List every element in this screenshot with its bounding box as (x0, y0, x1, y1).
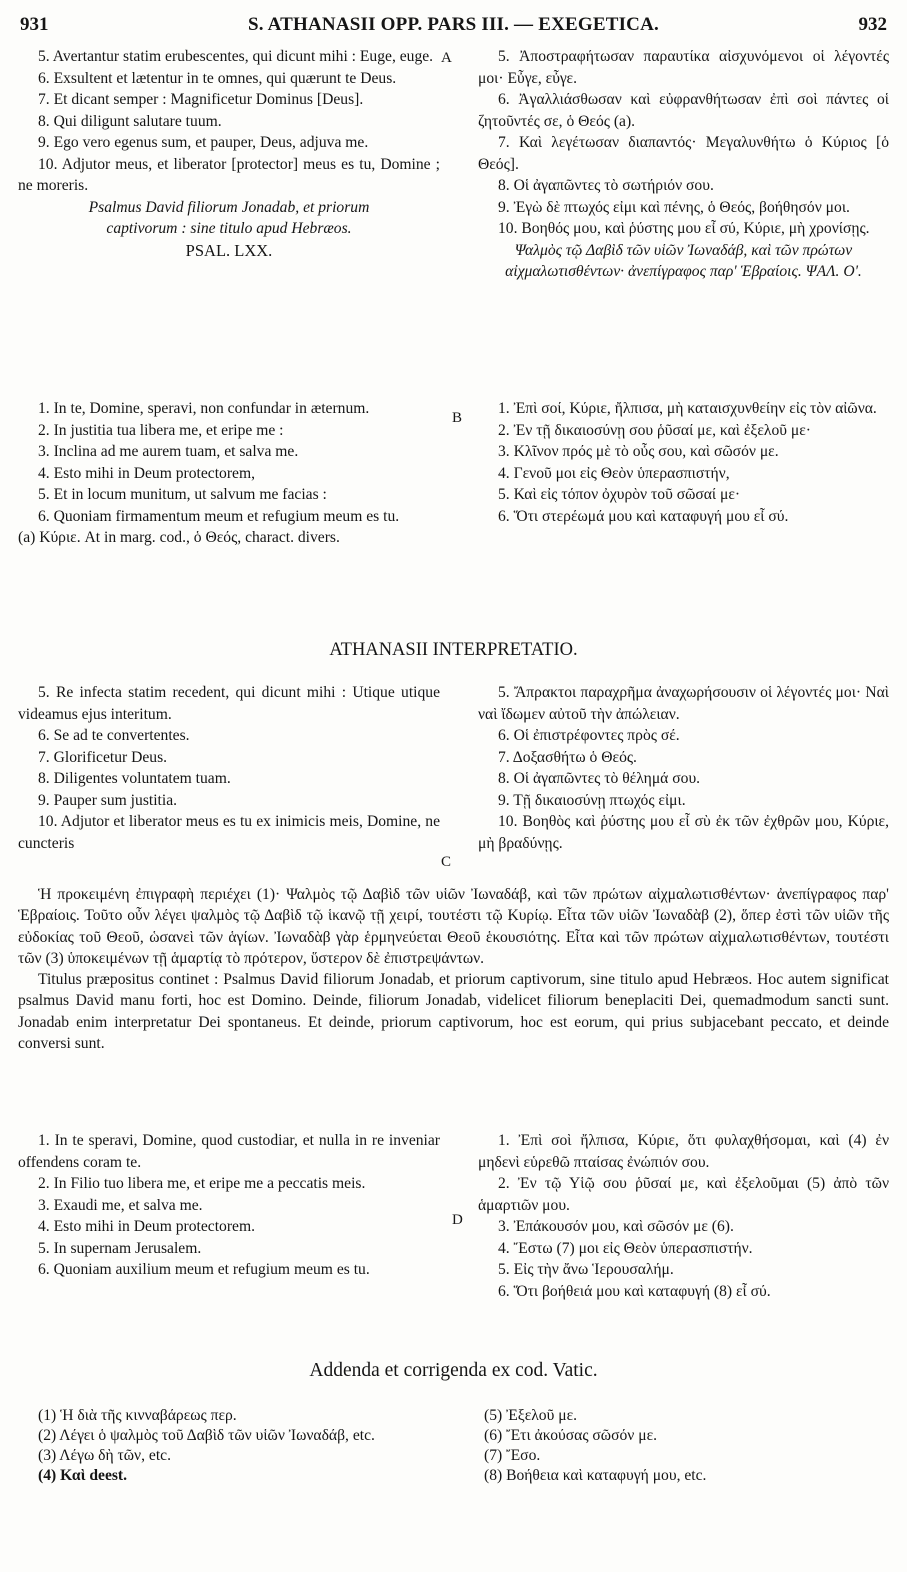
greek-verse: 6. Ὅτι στερέωμά μου καὶ καταφυγή μου εἶ σύ. (498, 507, 789, 525)
latin-psalm-title: captivorum : sine titulo apud Hebræos. (106, 220, 352, 237)
addenda-note: (1) Ἡ διὰ τῆς κινναβάρεως περ. (38, 1407, 237, 1424)
greek-verse: 1. Ἐπὶ σοὶ ἤλπισα, Κύριε, ὅτι φυλαχθήσομαι, καὶ (4) ἐν μηδενὶ εὑρεθῶ πταίσας ἐνώπιόν σου. (478, 1132, 889, 1171)
greek-verse: 10. Βοηθὸς καὶ ῥύστης μου εἶ σὺ ἐκ τῶν ἐχθρῶν μου, Κύριε, μὴ βραδύνῃς. (478, 813, 889, 852)
greek-verse: 2. Ἐν τῷ Υἱῷ σου ῥῦσαί με, καὶ ἐξελοῦμαι (5) ἀπὸ τῶν ἁμαρτιῶν μου. (478, 1175, 889, 1214)
greek-verse: 6. Ἀγαλλιάσθωσαν καὶ εὐφρανθήτωσαν ἐπὶ σοὶ πάντες οἱ ζητοῦντές σε, ὁ Θεός (a). (478, 91, 889, 130)
latin-verse: 3. Inclina ad me aurem tuam, et salva me. (38, 443, 299, 460)
running-header (20, 14, 887, 38)
latin-verse: 6. Quoniam auxilium meum et refugium meum es tu. (38, 1261, 370, 1278)
addenda-right (484, 1406, 884, 1486)
footnote: (a) Κύριε. At in marg. cod., ὁ Θεός, charact. divers. (18, 529, 340, 546)
margin-letter-a: A (441, 50, 452, 66)
latin-verse: 5. Et in locum munitum, ut salvum me facias : (38, 486, 327, 503)
latin-verse: 6. Se ad te convertentes. (38, 727, 190, 744)
right-page-number: 932 (858, 14, 887, 35)
latin-verse: 9. Ego vero egenus sum, et pauper, Deus, adjuva me. (38, 134, 369, 151)
greek-verse: 5. Εἰς τὴν ἄνω Ἱερουσαλήμ. (498, 1261, 674, 1278)
section-title: ATHANASII INTERPRETATIO. (329, 640, 578, 660)
greek-verse: 8. Οἱ ἀγαπῶντες τὸ θέλημά σου. (498, 770, 701, 787)
latin-verse: 1. In te, Domine, speravi, non confundar in æternum. (38, 400, 370, 417)
greek-verse: 7. Καὶ λεγέτωσαν διαπαντός· Μεγαλυνθήτω ὁ Κύριος [ὁ Θεός]. (478, 134, 889, 173)
greek-psalm-title: Ψαλμὸς τῷ Δαβὶδ τῶν υἱῶν Ἰωναδάβ, καὶ τῶν πρώτων αἰχμαλωτισθέντων· ἀνεπίγραφος παρ' Ἑβραίοις. ΨΑΛ. Ο'. (505, 241, 862, 280)
commentary-latin: Titulus præpositus continet : Psalmus David filiorum Jonadab, et priorum captivorum, sine titulo apud Hebræos. Hoc autem significat psalmus David manu forti, hoc est Domino. Deinde, filiorum Jonadab, videlicet filiorum beneplaciti Dei, quemadmodum sancti sunt. Jonadab enim interpretatur Dei spontaneus. Et deinde, priorum captivorum, hoc est eorum, qui prius subjacebant peccato, et deinde conversi sunt. (18, 971, 889, 1053)
addenda-note: (3) Λέγω δὴ τῶν, etc. (38, 1447, 171, 1464)
addenda-note: (4) Καὶ deest. (38, 1467, 128, 1484)
commentary-greek: Ἡ προκειμένη ἐπιγραφὴ περιέχει (1)· Ψαλμὸς τῷ Δαβὶδ τῶν υἱῶν Ἰωναδάβ, καὶ τῶν πρώτων αἰχμαλωτισθέντων· ἀνεπίγραφος παρ' Ἑβραίοις. Τοῦτο οὖν λέγει ψαλμὸς τῷ Δαβὶδ τῷ ἱκανῷ τῇ χειρί, τουτέστι τῷ Κυρίῳ. Εἶτα τῶν υἱῶν Ἰωναδὰβ (2), ὅπερ ἐστὶ τῶν υἱῶν τῆς εὐδοκίας τοῦ Θεοῦ, ὡσανεὶ τῶν ἁγίων. Ἰωναδὰβ γὰρ ἑρμηνεύεται Θεοῦ ἑκουσιότης. Εἶτα καὶ τῶν πρώτων αἰχμαλωτισθέντων, τουτέστι τῶν (3) ὑποκειμένων τῇ ἁμαρτίᾳ τὸ πρότερον, ὕστερον δὲ ἐπιστρεψάντων. (18, 886, 889, 967)
margin-letter-d: D (452, 1212, 463, 1228)
latin-verse: 10. Adjutor et liberator meus es tu ex inimicis meis, Domine, ne cuncteris (18, 813, 440, 852)
latin-verse: 9. Pauper sum justitia. (38, 791, 178, 809)
left-page-number: 931 (20, 14, 49, 35)
greek-verse: 7. Δοξασθήτω ὁ Θεός. (498, 748, 637, 766)
latin-verse: 7. Et dicant semper : Magnificetur Dominus [Deus]. (38, 91, 364, 108)
latin-verse: 8. Qui diligunt salutare tuum. (38, 112, 222, 130)
latin-verse: 5. In supernam Jerusalem. (38, 1239, 202, 1257)
greek-verse: 8. Οἱ ἀγαπῶντες τὸ σωτήριόν σου. (498, 177, 714, 194)
latin-column (18, 398, 440, 549)
addenda-note: (2) Λέγει ὁ ψαλμὸς τοῦ Δαβὶδ τῶν υἱῶν Ἰωναδάβ, etc. (38, 1427, 375, 1444)
latin-verse: 2. In justitia tua libera me, et eripe me : (38, 421, 284, 439)
addenda-left (38, 1406, 458, 1486)
greek-verse: 5. Καὶ εἰς τόπον ὀχυρὸν τοῦ σῶσαί με· (498, 486, 741, 503)
latin-column (18, 682, 440, 854)
greek-column (478, 46, 889, 283)
latin-column (18, 46, 440, 261)
greek-verse: 5. Ἀποστραφήτωσαν παραυτίκα αἰσχυνόμενοι οἱ λέγοντές μοι· Εὖγε, εὖγε. (478, 48, 889, 87)
addenda-note: (7) Ἔσο. (484, 1447, 541, 1464)
greek-verse: 4. Ἔστω (7) μοι εἰς Θεὸν ὑπερασπιστήν. (498, 1239, 753, 1257)
addenda-note: (8) Βοήθεια καὶ καταφυγή μου, etc. (484, 1467, 707, 1484)
margin-letter-b: B (452, 410, 463, 426)
latin-verse: 4. Esto mihi in Deum protectorem. (38, 1218, 255, 1235)
greek-verse: 6. Ὅτι βοήθειά μου καὶ καταφυγή (8) εἶ σύ. (498, 1282, 771, 1300)
greek-verse: 3. Ἐπάκουσόν μου, καὶ σῶσόν με (6). (498, 1218, 734, 1235)
latin-verse: 6. Quoniam firmamentum meum et refugium meum es tu. (38, 507, 400, 525)
greek-column (478, 682, 889, 854)
greek-verse: 10. Βοηθός μου, καὶ ῥύστης μου εἶ σύ, Κύριε, μὴ χρονίσῃς. (498, 220, 870, 237)
greek-verse: 9. Τῇ δικαιοσύνῃ πτωχός εἰμι. (498, 791, 686, 809)
latin-verse: 4. Esto mihi in Deum protectorem, (38, 464, 255, 482)
latin-verse: 6. Exsultent et lætentur in te omnes, qui quærunt te Deus. (38, 69, 397, 87)
commentary (18, 884, 889, 1054)
latin-verse: 3. Exaudi me, et salva me. (38, 1196, 203, 1214)
addenda-note: (5) Ἐξελοῦ με. (484, 1407, 578, 1424)
greek-verse: 1. Ἐπὶ σοί, Κύριε, ἤλπισα, μὴ καταισχυνθείην εἰς τὸν αἰῶνα. (498, 400, 877, 417)
margin-letter-c: C (441, 854, 452, 870)
greek-verse: 2. Ἐν τῇ δικαιοσύνῃ σου ῥῦσαί με, καὶ ἐξελοῦ με· (498, 421, 811, 439)
latin-psalm-number: PSAL. LXX. (185, 240, 273, 260)
latin-verse: 5. Re infecta statim recedent, qui dicunt mihi : Utique utique videamus ejus interitum. (18, 684, 440, 723)
latin-verse: 2. In Filio tuo libera me, et eripe me a peccatis meis. (38, 1175, 366, 1192)
latin-verse: 1. In te speravi, Domine, quod custodiar, et nulla in re inveniar offendens coram te. (18, 1132, 440, 1171)
greek-verse: 3. Κλῖνον πρός μὲ τὸ οὖς σου, καὶ σῶσόν με. (498, 443, 779, 460)
latin-verse: 5. Avertantur statim erubescentes, qui dicunt mihi : Euge, euge. (38, 48, 434, 65)
greek-column (478, 1130, 889, 1302)
running-title: S. ATHANASII OPP. PARS III. — EXEGETICA. (248, 14, 659, 35)
addenda-title: Addenda et corrigenda ex cod. Vatic. (309, 1360, 598, 1381)
greek-verse: 5. Ἄπρακτοι παραχρῆμα ἀναχωρήσουσιν οἱ λέγοντές μοι· Ναὶ ναὶ ἴδωμεν αὐτοῦ τὴν ἀπώλειαν. (478, 684, 889, 723)
latin-verse: 8. Diligentes voluntatem tuam. (38, 770, 231, 787)
latin-psalm-title: Psalmus David filiorum Jonadab, et priorum (88, 198, 370, 216)
latin-verse: 7. Glorificetur Deus. (38, 748, 168, 766)
addenda-note: (6) Ἔτι ἀκούσας σῶσόν με. (484, 1427, 658, 1444)
greek-column (478, 398, 889, 527)
greek-verse: 4. Γενοῦ μοι εἰς Θεὸν ὑπερασπιστήν, (498, 464, 730, 482)
greek-verse: 6. Οἱ ἐπιστρέφοντες πρὸς σέ. (498, 727, 680, 744)
latin-verse: 10. Adjutor meus, et liberator [protector] meus es tu, Domine ; ne moreris. (18, 155, 440, 194)
greek-verse: 9. Ἐγὼ δὲ πτωχός εἰμι καὶ πένης, ὁ Θεός, βοήθησόν μοι. (498, 198, 850, 216)
latin-column (18, 1130, 440, 1281)
